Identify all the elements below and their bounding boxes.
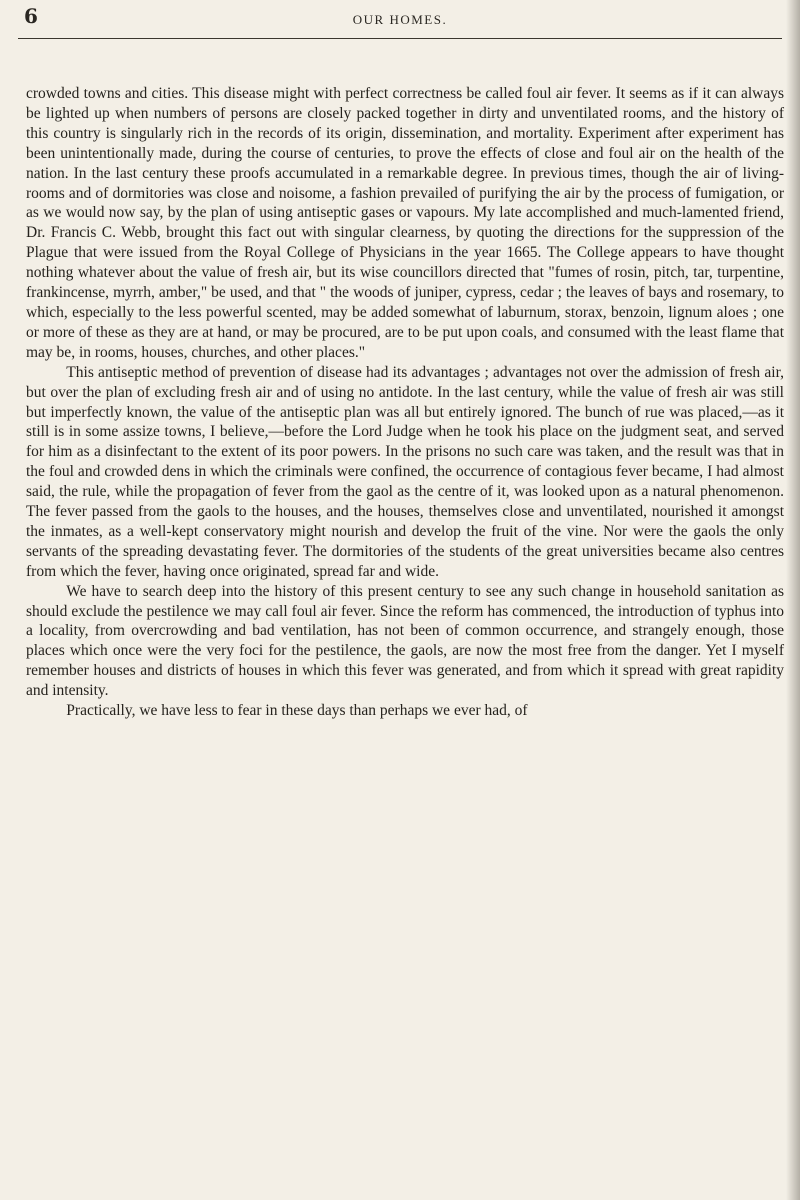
page-edge-shadow <box>786 0 800 1200</box>
paragraph-3: We have to search deep into the history of this present century to see any such change in household sanitation as should exclude the pestilence we may call foul air fever. Since the reform has commenced, the introduction of typhus into a locality, from overcrowding and bad ventilation, has not been of common occurrence, and strangely enough, those places which once were the very foci for the pestilence, the gaols, are now the most free from the danger. Yet I myself remember houses and districts of houses in which this fever was generated, and from which it spread with great rapidity and intensity. <box>26 582 784 700</box>
paragraph-2: This antiseptic method of prevention of disease had its advantages ; advantages not over the admission of fresh air, but over the plan of excluding fresh air and of using no antidote. In the last century, while the value of fresh air was still but imperfectly known, the value of the antiseptic plan was all but entirely ignored. The bunch of rue was placed,—as it still is in some assize towns, I believe,—before the Lord Judge when he took his place on the judgment seat, and served for him as a disinfectant to the extent of its poor powers. In the prisons no such care was taken, and the result was that in the foul and crowded dens in which the criminals were confined, the occurrence of contagious fever became, I had almost said, the rule, while the propagation of fever from the gaol as the centre of it, was looked upon as a natural phenomenon. The fever passed from the gaols to the houses, and the houses, themselves close and unventilated, nourished it amongst the inmates, as a well-kept conservatory might nourish and develop the fruit of the vine. Nor were the gaols the only servants of the spreading devastating fever. The dormitories of the students of the great universities became also centres from which the fever, having once originated, spread far and wide. <box>26 363 784 580</box>
paragraph-4: Practically, we have less to fear in these days than perhaps we ever had, of <box>66 702 528 720</box>
paragraph-1: crowded towns and cities. This disease might with perfect correctness be called foul air fever. It seems as if it can always be lighted up when numbers of persons are closely packed together in dirty and unventilated rooms, and the history of this country is singularly rich in the records of its origin, dissemination, and mortality. Experiment after experiment has been unintentionally made, during the course of centuries, to prove the effects of close and foul air on the health of the nation. In the last century these proofs accumulated in a remarkable degree. In previous times, though the air of living-rooms and of dormitories was close and noisome, a fashion prevailed of purifying the air by the process of fumigation, or as we would now say, by the plan of using antiseptic gases or vapours. My late accomplished and much-lamented friend, Dr. Francis C. Webb, brought this fact out with singular clearness, by quoting the directions for the suppression of the Plague that were issued from the Royal College of Physicians in the year 1665. The College appears to have thought nothing whatever about the value of fresh air, but its wise councillors directed that "fumes of rosin, pitch, tar, turpentine, frankincense, myrrh, amber," be used, and that " the woods of juniper, cypress, cedar ; the leaves of bays and rosemary, to which, especially to the less powerful scented, may be added somewhat of laburnum, storax, benzoin, lignum aloes ; one or more of these as they are at hand, or may be procured, are to be put upon coals, and consumed with the least flame that may be, in rooms, houses, churches, and other places." <box>26 85 784 361</box>
running-title: OUR HOMES. <box>352 12 448 27</box>
page-number: 6 <box>24 4 38 28</box>
header-rule <box>18 38 782 39</box>
body-text <box>26 84 784 721</box>
